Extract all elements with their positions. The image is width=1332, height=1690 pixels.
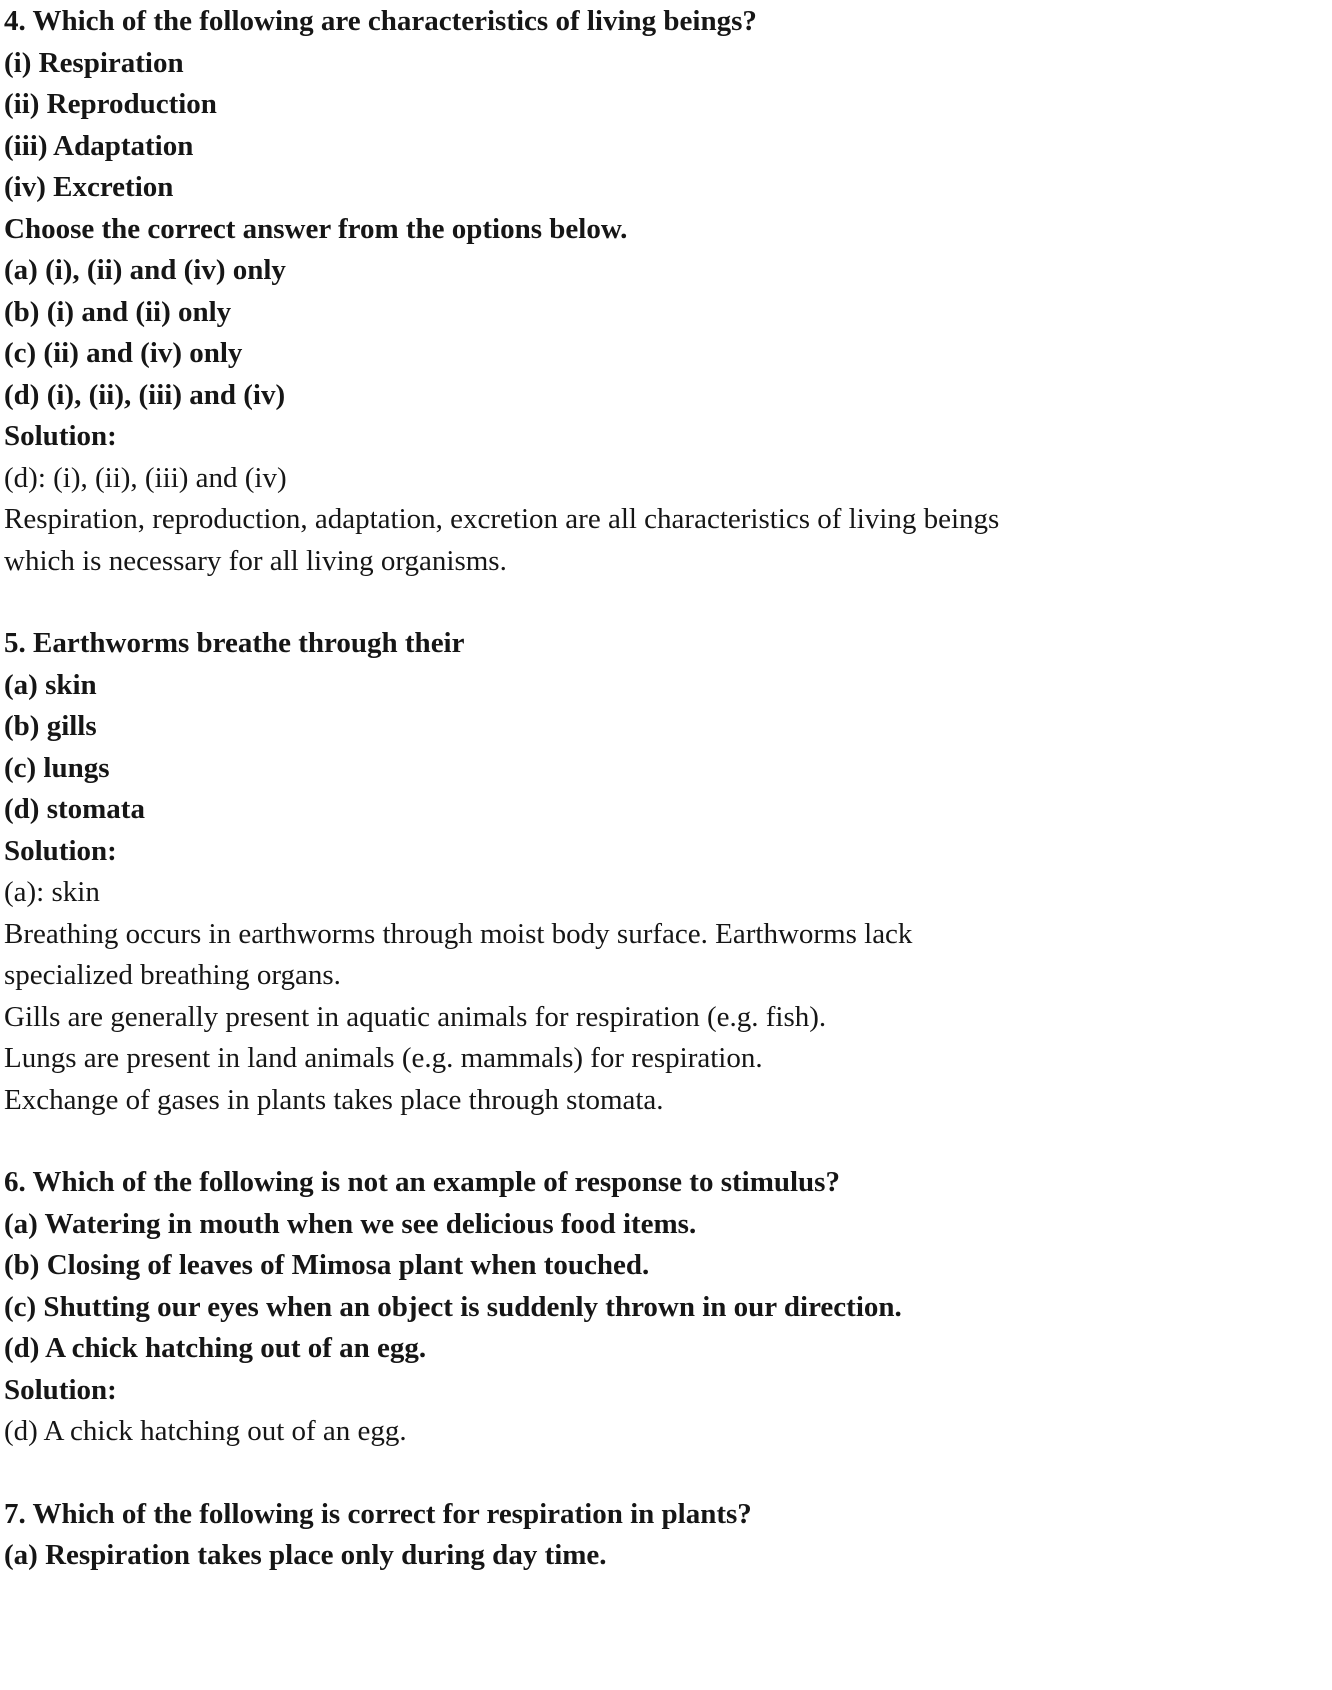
question-line: (a) Watering in mouth when we see delicious food items.	[4, 1207, 697, 1240]
question-line: specialized breathing organs.	[4, 959, 341, 991]
question-line: (c) (ii) and (iv) only	[4, 337, 243, 369]
question-line: (d) stomata	[4, 793, 145, 825]
question-line: 7. Which of the following is correct for respiration in plants?	[4, 1497, 752, 1530]
question-line: (ii) Reproduction	[4, 88, 217, 120]
question-line: Breathing occurs in earthworms through moist body surface. Earthworms lack	[4, 917, 913, 950]
question-5-block	[4, 623, 1314, 1121]
question-line: Gills are generally present in aquatic animals for respiration (e.g. fish).	[4, 1000, 827, 1033]
question-line: 5. Earthworms breathe through their	[4, 627, 465, 659]
question-line: (b) (i) and (ii) only	[4, 295, 232, 328]
question-line: (b) gills	[4, 710, 97, 742]
question-line: 4. Which of the following are characteristics of living beings?	[4, 5, 757, 37]
question-line: Lungs are present in land animals (e.g. mammals) for respiration.	[4, 1042, 763, 1074]
question-line: (iii) Adaptation	[4, 129, 194, 162]
question-line: Respiration, reproduction, adaptation, excretion are all characteristics of living beings	[4, 503, 1000, 535]
question-line: (a) (i), (ii) and (iv) only	[4, 254, 286, 286]
question-line: (i) Respiration	[4, 46, 184, 79]
question-line: (d) A chick hatching out of an egg.	[4, 1332, 427, 1364]
question-line: (d) A chick hatching out of an egg.	[4, 1415, 407, 1447]
question-line: Solution:	[4, 834, 117, 867]
question-line: (a) skin	[4, 668, 97, 701]
question-line: Solution:	[4, 1373, 117, 1406]
question-line: (d) (i), (ii), (iii) and (iv)	[4, 378, 286, 411]
question-line: (iv) Excretion	[4, 171, 174, 203]
question-4-block	[4, 1, 1314, 582]
question-line: Solution:	[4, 420, 117, 452]
question-line: (c) lungs	[4, 751, 110, 784]
question-line: Exchange of gases in plants takes place through stomata.	[4, 1083, 664, 1116]
question-6-block	[4, 1162, 1314, 1453]
question-line: (c) Shutting our eyes when an object is suddenly thrown in our direction.	[4, 1290, 902, 1323]
question-line: which is necessary for all living organisms.	[4, 544, 507, 577]
question-line: 6. Which of the following is not an example of response to stimulus?	[4, 1166, 840, 1198]
question-7-block	[4, 1494, 1314, 1577]
question-line: (a): skin	[4, 876, 100, 908]
question-line: (d): (i), (ii), (iii) and (iv)	[4, 461, 287, 494]
question-line: (a) Respiration takes place only during day time.	[4, 1539, 607, 1571]
question-line: (b) Closing of leaves of Mimosa plant when touched.	[4, 1249, 650, 1281]
question-line: Choose the correct answer from the options below.	[4, 212, 628, 245]
